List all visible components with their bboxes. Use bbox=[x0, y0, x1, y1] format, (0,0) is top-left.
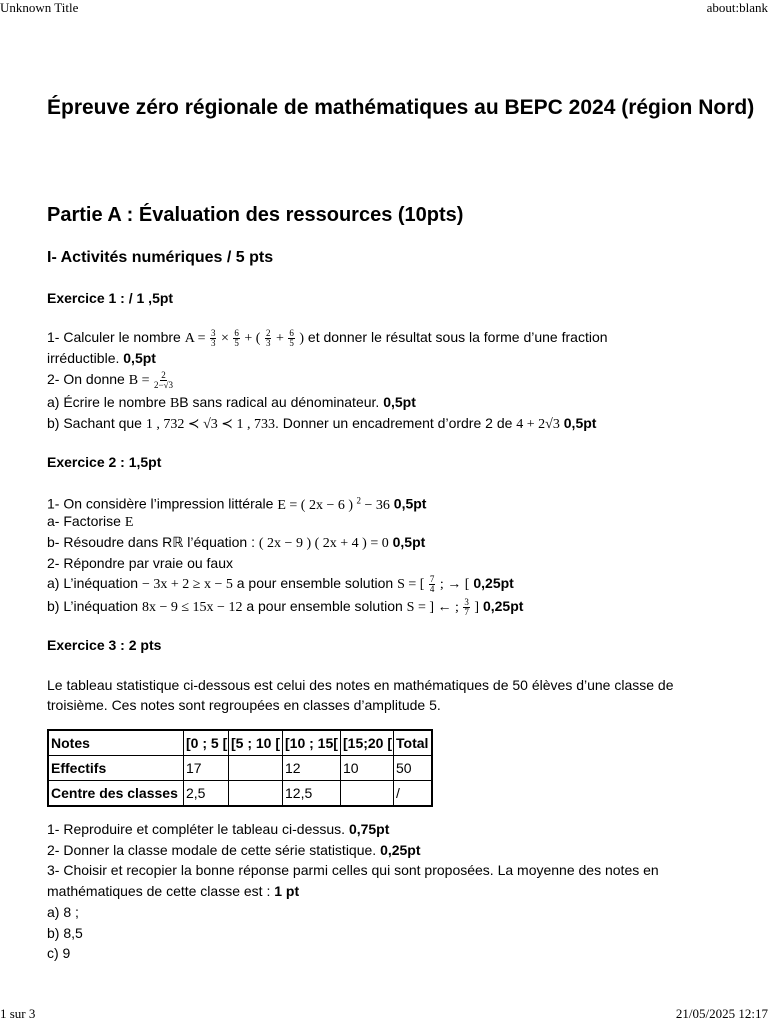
table-cell: 10 bbox=[341, 756, 394, 781]
ex1-question-b: b) Sachant que 1 , 732 ≺ √3 ≺ 1 , 733. Donner un encadrement d’ordre 2 de 4 + 2√3 0,5pt bbox=[47, 415, 597, 432]
section-1-heading: I- Activités numériques / 5 pts bbox=[47, 249, 274, 266]
ex3-question-3-cont: mathématiques de cette classe est : 1 pt bbox=[47, 883, 300, 899]
table-cell: [10 ; 15[ bbox=[283, 730, 341, 756]
ex2-question-2: 2- Répondre par vraie ou faux bbox=[47, 555, 233, 571]
table-row bbox=[48, 730, 432, 756]
document-title: Épreuve zéro régionale de mathématiques au BEPC 2024 (région Nord) bbox=[47, 96, 755, 119]
table-cell bbox=[229, 781, 283, 807]
exercise-1-heading: Exercice 1 : / 1 ,5pt bbox=[47, 290, 174, 306]
ex3-question-1: 1- Reproduire et compléter le tableau ci-dessus. 0,75pt bbox=[47, 821, 390, 837]
table-cell: 17 bbox=[184, 756, 229, 781]
table-cell: Centre des classes bbox=[48, 781, 184, 807]
ex3-question-3: 3- Choisir et recopier la bonne réponse parmi celles qui sont proposées. La moyenne des notes en bbox=[47, 862, 659, 878]
browser-footer bbox=[0, 1008, 768, 1024]
answer-option-c: c) 9 bbox=[47, 945, 71, 961]
statistics-table bbox=[47, 729, 433, 807]
table-cell: / bbox=[394, 781, 433, 807]
table-cell: 2,5 bbox=[184, 781, 229, 807]
ex3-question-2: 2- Donner la classe modale de cette série statistique. 0,25pt bbox=[47, 842, 421, 858]
table-cell: 12 bbox=[283, 756, 341, 781]
part-a-heading: Partie A : Évaluation des ressources (10pts) bbox=[47, 204, 464, 226]
table-cell: Notes bbox=[48, 730, 184, 756]
print-datetime: 21/05/2025 12:17 bbox=[675, 1006, 768, 1021]
table-cell: Effectifs bbox=[48, 756, 184, 781]
page-title-label: Unknown Title bbox=[0, 0, 79, 15]
ex1-question-2: 2- On donne B = $\frac{2}{2-√3}$ bbox=[47, 370, 173, 391]
exercise-2-heading: Exercice 2 : 1,5pt bbox=[47, 454, 162, 470]
ex1-question-a: a) Écrire le nombre BB sans radical au dénominateur. 0,5pt bbox=[47, 394, 416, 411]
ex2-question-2a: a) L’inéquation − 3x + 2 ≥ x − 5 a pour ensemble solution S = [ $\frac{7}{4}$ ; → [ 0,25pt bbox=[47, 574, 514, 595]
points-label: 0,5pt bbox=[123, 350, 156, 366]
ex2-question-a: a- Factorise E bbox=[47, 513, 134, 530]
table-cell bbox=[341, 781, 394, 807]
answer-option-b: b) 8,5 bbox=[47, 925, 83, 941]
table-row bbox=[48, 781, 432, 807]
table-cell: [15;20 [ bbox=[341, 730, 394, 756]
page-url-label: about:blank bbox=[706, 0, 768, 15]
ex1-question-1-cont: irréductible. 0,5pt bbox=[47, 350, 156, 366]
table-cell: [0 ; 5 [ bbox=[184, 730, 229, 756]
table-cell: 50 bbox=[394, 756, 433, 781]
table-cell: 12,5 bbox=[283, 781, 341, 807]
ex3-intro-line-1: Le tableau statistique ci-dessous est celui des notes en mathématiques de 50 élèves d’une classe de bbox=[47, 677, 674, 693]
ex2-question-b: b- Résoudre dans Rℝ l’équation : ( 2x − 9 ) ( 2x + 4 ) = 0 0,5pt bbox=[47, 534, 426, 551]
ex2-question-2b: b) L’inéquation 8x − 9 ≤ 15x − 12 a pour ensemble solution S = ] ← ; $\frac{3}{7}$ ] 0,25pt bbox=[47, 597, 524, 618]
page-counter: 1 sur 3 bbox=[0, 1006, 36, 1021]
ex2-question-1: 1- On considère l’impression littérale E = ( 2x − 6 ) $^2$ − 36 0,5pt bbox=[47, 495, 427, 513]
table-cell: [5 ; 10 [ bbox=[229, 730, 283, 756]
browser-header bbox=[0, 0, 768, 16]
table-row bbox=[48, 756, 432, 781]
answer-option-a: a) 8 ; bbox=[47, 904, 79, 920]
ex3-intro-line-2: troisième. Ces notes sont regroupées en classes d’amplitude 5. bbox=[47, 697, 441, 713]
table-cell bbox=[229, 756, 283, 781]
ex1-question-1: 1- Calculer le nombre A = $\frac{3}{3}$ × $\frac{6}{5}$ + ( $\frac{2}{3}$ + $\frac{6}{5}$ ) et donner le résultat sous la forme d’une fraction bbox=[47, 328, 608, 349]
table-cell: Total bbox=[394, 730, 433, 756]
exercise-3-heading: Exercice 3 : 2 pts bbox=[47, 637, 162, 653]
